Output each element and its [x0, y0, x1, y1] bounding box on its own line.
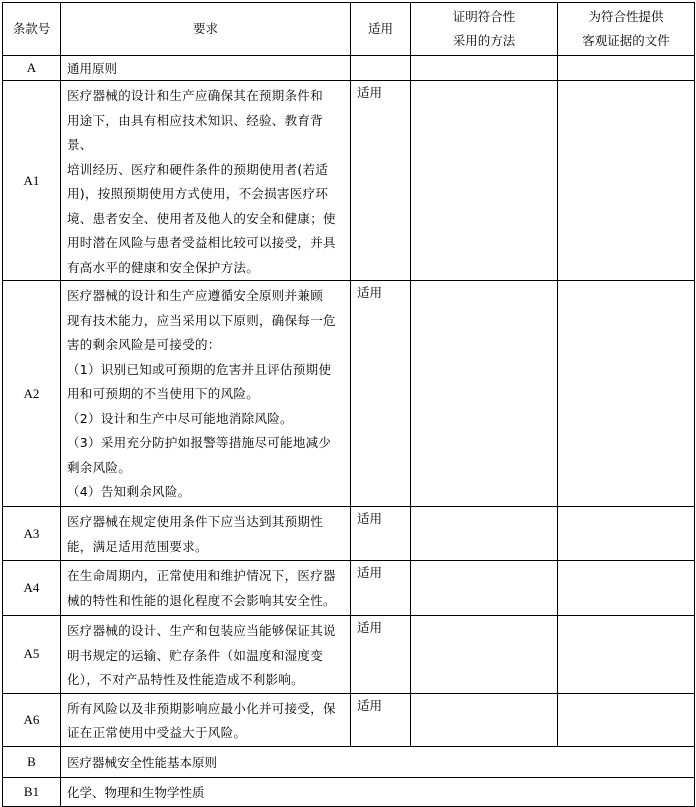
requirement-text: 在生命周期内，正常使用和维护情况下，医疗器 械的特性和性能的退化程度不会影响其安全性。	[61, 561, 351, 616]
table-row	[3, 561, 695, 616]
requirement-text: 医疗器械在规定使用条件下应当达到其预期性 能，满足适用范围要求。	[61, 507, 351, 561]
evidence-cell	[558, 81, 695, 281]
requirements-table	[2, 2, 695, 807]
section-title: 化学、物理和生物学性质	[61, 777, 695, 806]
method-cell	[411, 281, 558, 507]
evidence-cell	[558, 507, 695, 561]
method-cell	[411, 56, 558, 81]
table-row	[3, 746, 695, 777]
header-row	[3, 3, 695, 56]
applicable-cell: 适用	[351, 561, 411, 616]
requirement-text: 医疗器械的设计和生产应确保其在预期条件和 用途下，由具有相应技术知识、经验、教育背景、 培训经历、医疗和硬件条件的预期使用者(若适 用)，按照预期使用方式使用，不会损害医疗环 境、患者安全、使用者及他人的安全和健康；使 用时潜在风险与患者受益相比较可以接受，并具 有高水平的健康和安全保护方法。	[61, 81, 351, 281]
applicable-cell: 适用	[351, 616, 411, 694]
clause-number: B1	[3, 777, 61, 806]
section-title: 通用原则	[61, 56, 351, 81]
table-row	[3, 507, 695, 561]
evidence-cell	[558, 561, 695, 616]
clause-number: A5	[3, 616, 61, 694]
table-row	[3, 777, 695, 806]
header-evidence: 为符合性提供 客观证据的文件	[558, 3, 695, 56]
requirement-text: 所有风险以及非预期影响应最小化并可接受，保 证在正常使用中受益大于风险。	[61, 693, 351, 746]
evidence-cell	[558, 281, 695, 507]
requirement-text: 医疗器械的设计和生产应遵循安全原则并兼顾 现有技术能力，应当采用以下原则，确保每一危 害的剩余风险是可接受的： （1）识别已知或可预期的危害并且评估预期使 用和可预期的不当使用下的风险。 （2）设计和生产中尽可能地消除风险。 （3）采用充分防护如报警等措施尽可能地减少 剩余风险。 （4）告知剩余风险。	[61, 281, 351, 507]
applicable-cell: 适用	[351, 281, 411, 507]
clause-number: B	[3, 746, 61, 777]
evidence-cell	[558, 693, 695, 746]
applicable-cell: 适用	[351, 81, 411, 281]
clause-number: A2	[3, 281, 61, 507]
requirement-text: 医疗器械的设计、生产和包装应当能够保证其说 明书规定的运输、贮存条件（如温度和湿度变 化），不对产品特性及性能造成不利影响。	[61, 616, 351, 694]
header-clause: 条款号	[3, 3, 61, 56]
method-cell	[411, 616, 558, 694]
table-row	[3, 693, 695, 746]
table-row	[3, 281, 695, 507]
clause-number: A1	[3, 81, 61, 281]
table-row	[3, 616, 695, 694]
applicable-cell	[351, 56, 411, 81]
method-cell	[411, 693, 558, 746]
header-requirement: 要求	[61, 3, 351, 56]
header-applicable: 适用	[351, 3, 411, 56]
header-method: 证明符合性 采用的方法	[411, 3, 558, 56]
table-row	[3, 81, 695, 281]
clause-number: A6	[3, 693, 61, 746]
applicable-cell: 适用	[351, 507, 411, 561]
evidence-cell	[558, 56, 695, 81]
clause-number: A	[3, 56, 61, 81]
applicable-cell: 适用	[351, 693, 411, 746]
clause-number: A3	[3, 507, 61, 561]
evidence-cell	[558, 616, 695, 694]
section-title: 医疗器械安全性能基本原则	[61, 746, 695, 777]
method-cell	[411, 81, 558, 281]
table-row	[3, 56, 695, 81]
clause-number: A4	[3, 561, 61, 616]
method-cell	[411, 561, 558, 616]
method-cell	[411, 507, 558, 561]
